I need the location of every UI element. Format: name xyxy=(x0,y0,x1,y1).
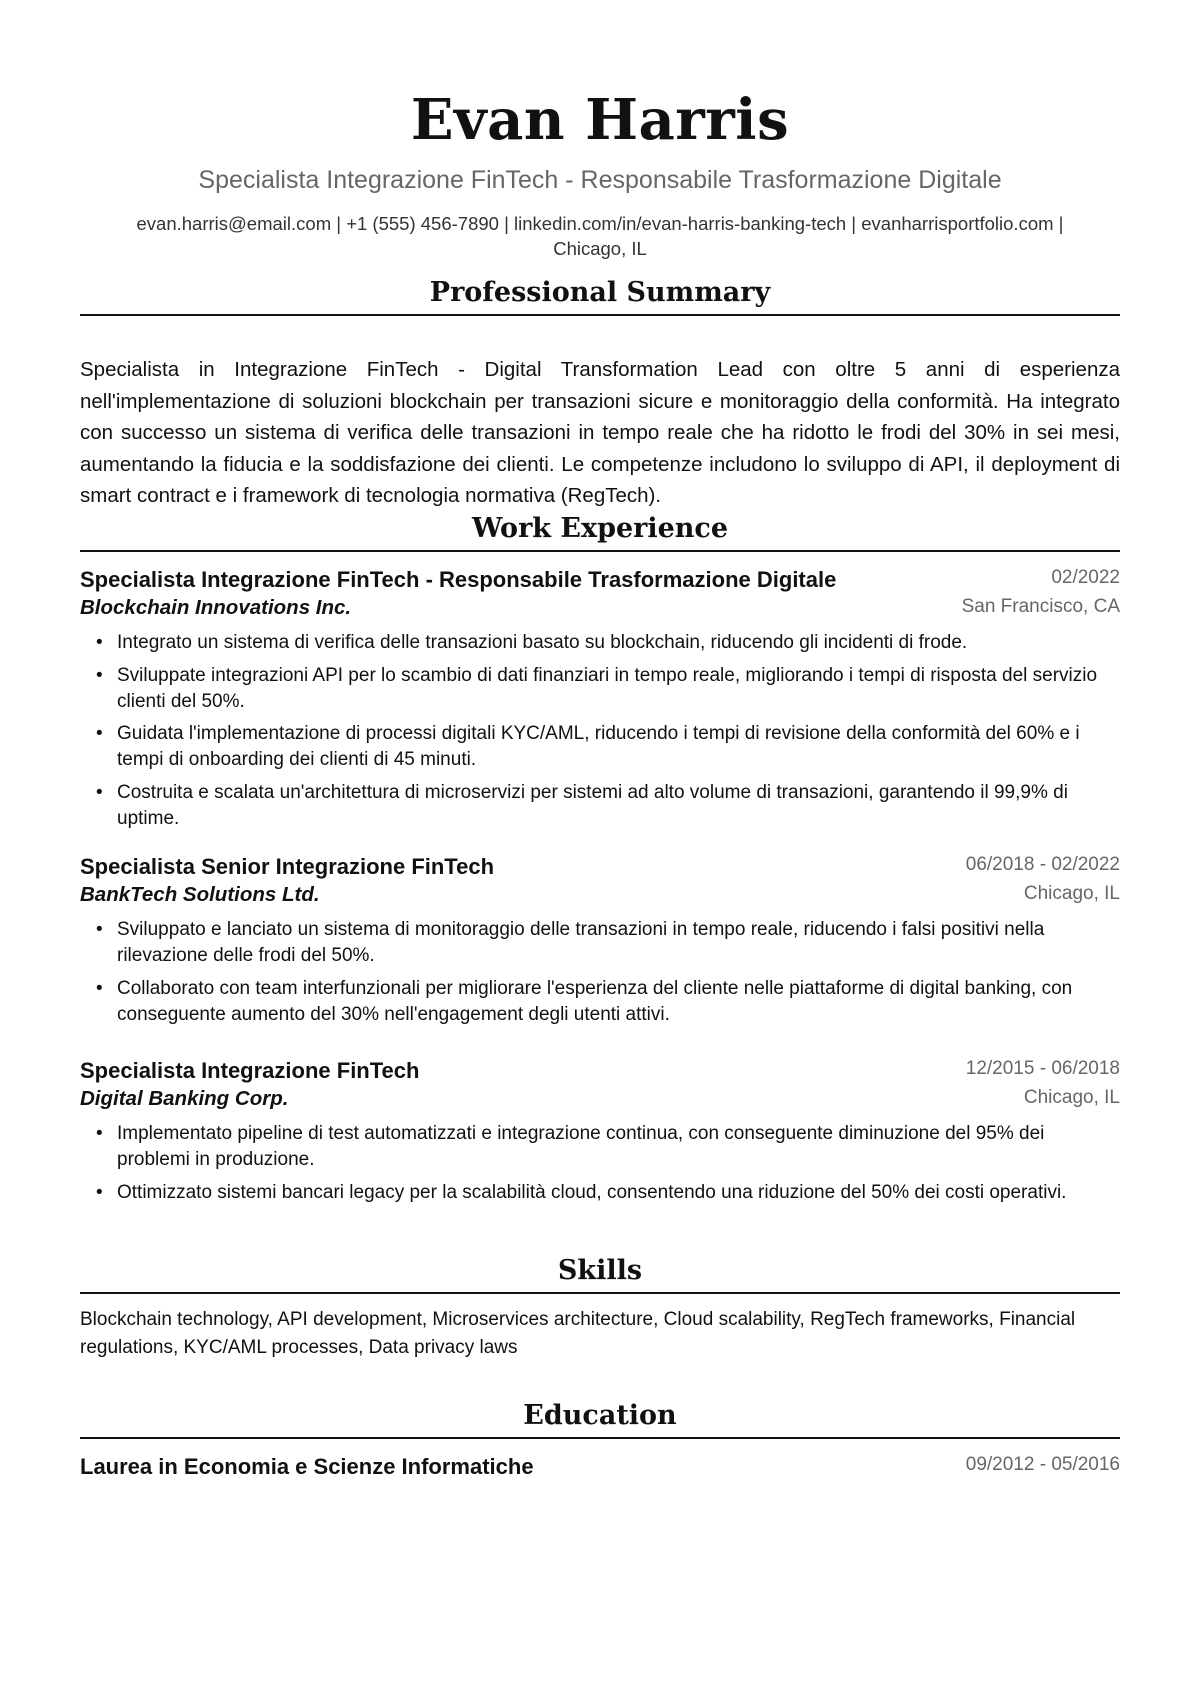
bullet-marker: • xyxy=(96,919,103,940)
job-dates: 06/2018 - 02/2022 xyxy=(965,854,1120,875)
bullet-text: Ottimizzato sistemi bancari legacy per la scalabilità cloud, consentendo una riduzione del 50% dei costi operativi. xyxy=(117,1181,1067,1203)
bullet-text: Guidata l'implementazione di processi digitali KYC/AML, riducendo i tempi di revisione della conformità del 60% e i tempi di onboarding dei clienti di 45 minuti. xyxy=(117,723,1080,770)
bullet-item xyxy=(80,917,1120,969)
job-company: BankTech Solutions Ltd. xyxy=(80,883,320,906)
bullet-item xyxy=(80,780,1120,832)
job-title: Specialista Senior Integrazione FinTech xyxy=(80,854,495,879)
degree-title: Laurea in Economia e Scienze Informatiche xyxy=(80,1454,534,1479)
candidate-headline: Specialista Integrazione FinTech - Responsabile Trasformazione Digitale xyxy=(198,166,1002,194)
skills-text: Blockchain technology, API development, Microservices architecture, Cloud scalability, RegTech frameworks, Financial regulations, KYC/AML processes, Data privacy laws xyxy=(80,1309,1076,1358)
job-title: Specialista Integrazione FinTech xyxy=(80,1058,420,1083)
experience-heading: Work Experience xyxy=(471,513,729,544)
bullet-marker: • xyxy=(96,977,103,999)
job-location: Chicago, IL xyxy=(1023,1087,1120,1108)
bullet-marker: • xyxy=(96,1123,103,1144)
bullet-text: Implementato pipeline di test automatizzati e integrazione continua, con conseguente diminuzione del 95% dei problemi in produzione. xyxy=(117,1123,1045,1170)
job-bullets xyxy=(80,1121,1120,1212)
summary-text: Specialista in Integrazione FinTech - Digital Transformation Lead con oltre 5 anni di esperienza nell'implementazione di soluzioni blockchain per transazioni sicure e monitoraggio della conformità. Ha integrato con successo un sistema di verifica delle transazioni in tempo reale che ha ridotto le frodi del 30% in sei mesi, aumentando la fiducia e la soddisfazione dei clienti. Le competenze includono lo sviluppo di API, il deployment di smart contract e i framework di tecnologia normativa (RegTech). xyxy=(80,358,1120,507)
job-company: Blockchain Innovations Inc. xyxy=(80,596,352,619)
bullet-marker: • xyxy=(96,781,103,803)
job-bullets xyxy=(80,917,1120,1034)
bullet-text: Integrato un sistema di verifica delle transazioni basato su blockchain, riducendo gli incidenti di frode. xyxy=(117,632,968,653)
education-heading: Education xyxy=(523,1400,677,1431)
bullet-item xyxy=(80,630,1120,656)
job-bullets xyxy=(80,630,1120,838)
summary-divider xyxy=(80,314,1120,316)
job-title: Specialista Integrazione FinTech - Responsabile Trasformazione Digitale xyxy=(80,567,837,592)
job-company: Digital Banking Corp. xyxy=(80,1087,289,1110)
job-location: San Francisco, CA xyxy=(961,596,1120,617)
job-dates: 02/2022 xyxy=(1051,567,1120,588)
bullet-item xyxy=(80,721,1120,773)
summary-heading: Professional Summary xyxy=(429,277,771,308)
bullet-item xyxy=(80,663,1120,715)
candidate-name: Evan Harris xyxy=(410,87,790,153)
education-dates: 09/2012 - 05/2016 xyxy=(965,1454,1120,1475)
experience-divider xyxy=(80,550,1120,552)
bullet-text: Costruita e scalata un'architettura di microservizi per sistemi ad alto volume di transazioni, garantendo il 99,9% di uptime. xyxy=(117,781,1068,829)
bullet-item xyxy=(80,976,1120,1028)
bullet-marker: • xyxy=(96,1181,103,1203)
bullet-text: Sviluppate integrazioni API per lo scambio di dati finanziari in tempo reale, migliorando i tempi di risposta del servizio clienti del 50%. xyxy=(117,664,1098,712)
skills-heading: Skills xyxy=(557,1255,643,1286)
contact-info xyxy=(80,211,1120,261)
bullet-marker: • xyxy=(96,632,103,653)
contact-line-1: evan.harris@email.com | +1 (555) 456-7890 | linkedin.com/in/evan-harris-banking-tech | evanharrisportfolio.com | xyxy=(136,213,1064,234)
job-dates: 12/2015 - 06/2018 xyxy=(965,1058,1120,1079)
bullet-item xyxy=(80,1121,1120,1173)
bullet-marker: • xyxy=(96,723,103,744)
bullet-text: Collaborato con team interfunzionali per migliorare l'esperienza del cliente nelle piattaforme di digital banking, con conseguente aumento del 30% nell'engagement degli utenti attivi. xyxy=(117,977,1073,1025)
bullet-marker: • xyxy=(96,664,103,686)
contact-line-2: Chicago, IL xyxy=(553,238,647,259)
bullet-text: Sviluppato e lanciato un sistema di monitoraggio delle transazioni in tempo reale, riducendo i falsi positivi nella rilevazione delle frodi del 50%. xyxy=(117,919,1045,966)
skills-divider xyxy=(80,1292,1120,1294)
job-location: Chicago, IL xyxy=(1023,883,1120,904)
bullet-item xyxy=(80,1180,1120,1206)
education-divider xyxy=(80,1437,1120,1439)
